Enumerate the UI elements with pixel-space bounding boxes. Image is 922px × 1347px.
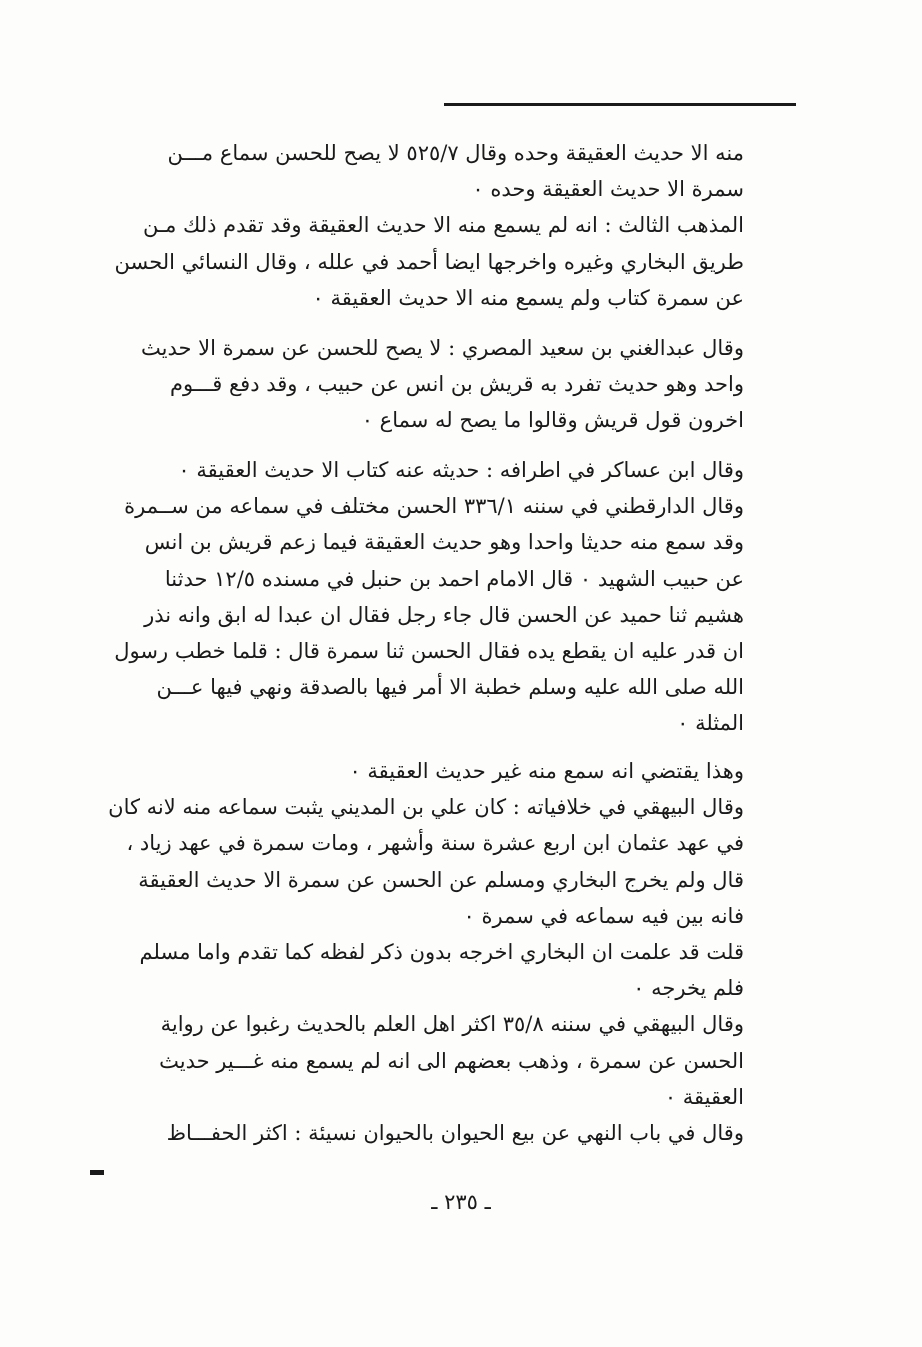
text-line: المذهب الثالث : انه لم يسمع منه الا حديث العقيقة وقد تقدم ذلك مـن [142,213,744,238]
text-line: وقال الدارقطني في سننه ٣٣٦/١ الحسن مختلف في سماعه من ســمرة [124,494,744,519]
text-line: وقال البيهقي في سننه ٣٥/٨ اكثر اهل العلم بالحديث رغبوا عن رواية [160,1012,744,1037]
top-divider-rule [444,103,796,106]
text-line: قال ولم يخرج البخاري ومسلم عن الحسن عن سمرة الا حديث العقيقة [138,867,744,892]
text-line: عن سمرة كتاب ولم يسمع منه الا حديث العقيقة ٠ [312,285,744,310]
text-line: وقد سمع منه حديثا واحدا وهو حديث العقيقة فيما زعم قريش بن انس [144,530,744,555]
text-line: فانه بين فيه سماعه في سمرة ٠ [463,903,744,928]
page-number: ـ ٢٣٥ ـ [431,1190,491,1214]
paragraph-block [90,452,744,742]
text-line: سمرة الا حديث العقيقة وحده ٠ [472,177,744,202]
text-line: قلت قد علمت ان البخاري اخرجه بدون ذكر لفظه كما تقدم واما مسلم [139,939,744,964]
text-line: منه الا حديث العقيقة وحده وقال ٥٢٥/٧ لا يصح للحسن سماع مـــن [167,141,744,165]
text-line: ان قدر عليه ان يقطع يده فقال الحسن ثنا سمرة قال : قلما خطب رسول [114,638,744,663]
text-line: في عهد عثمان ابن اربع عشرة سنة وأشهر ، ومات سمرة في عهد زياد ، [126,831,744,856]
text-line: طريق البخاري وغيره واخرجها ايضا أحمد في علله ، وقال النسائي الحسن [114,249,744,274]
text-line: وهذا يقتضي انه سمع منه غير حديث العقيقة ٠ [349,759,744,783]
text-line: هشيم ثنا حميد عن الحسن قال جاء رجل فقال ان عبدا له ابق وانه نذر [144,602,744,627]
footnote-mark [90,1170,104,1175]
paragraph-block [90,135,744,316]
text-line: اخرون قول قريش وقالوا ما يصح له سماع ٠ [361,408,744,433]
text-line: وقال البيهقي في خلافياته : كان علي بن المديني يثبت سماعه منه لانه كان [108,795,744,820]
text-line: وقال ابن عساكر في اطرافه : حديثه عنه كتاب الا حديث العقيقة ٠ [178,458,744,482]
text-line: فلم يخرجه ٠ [633,976,744,1001]
text-line: العقيقة ٠ [664,1084,744,1109]
text-line: عن حبيب الشهيد ٠ قال الامام احمد بن حنبل في مسنده ١٢/٥ حدثنا [164,566,744,591]
text-line: واحد وهو حديث تفرد به قريش بن انس عن حبيب ، وقد دفع قـــوم [169,372,744,397]
text-line: وقال عبدالغني بن سعيد المصري : لا يصح للحسن عن سمرة الا حديث [141,336,744,360]
text-line: المثلة ٠ [677,711,744,736]
text-line: وقال في باب النهي عن بيع الحيوان بالحيوان نسيئة : اكثر الحفـــاظ [166,1120,744,1145]
paragraph-block [90,753,744,1151]
text-line: الحسن عن سمرة ، وذهب بعضهم الى انه لم يسمع منه غـــير حديث [159,1048,744,1073]
paragraph-block [90,330,744,439]
text-line: الله صلى الله عليه وسلم خطبة الا أمر فيها بالصدقة ونهي فيها عـــن [156,675,744,700]
